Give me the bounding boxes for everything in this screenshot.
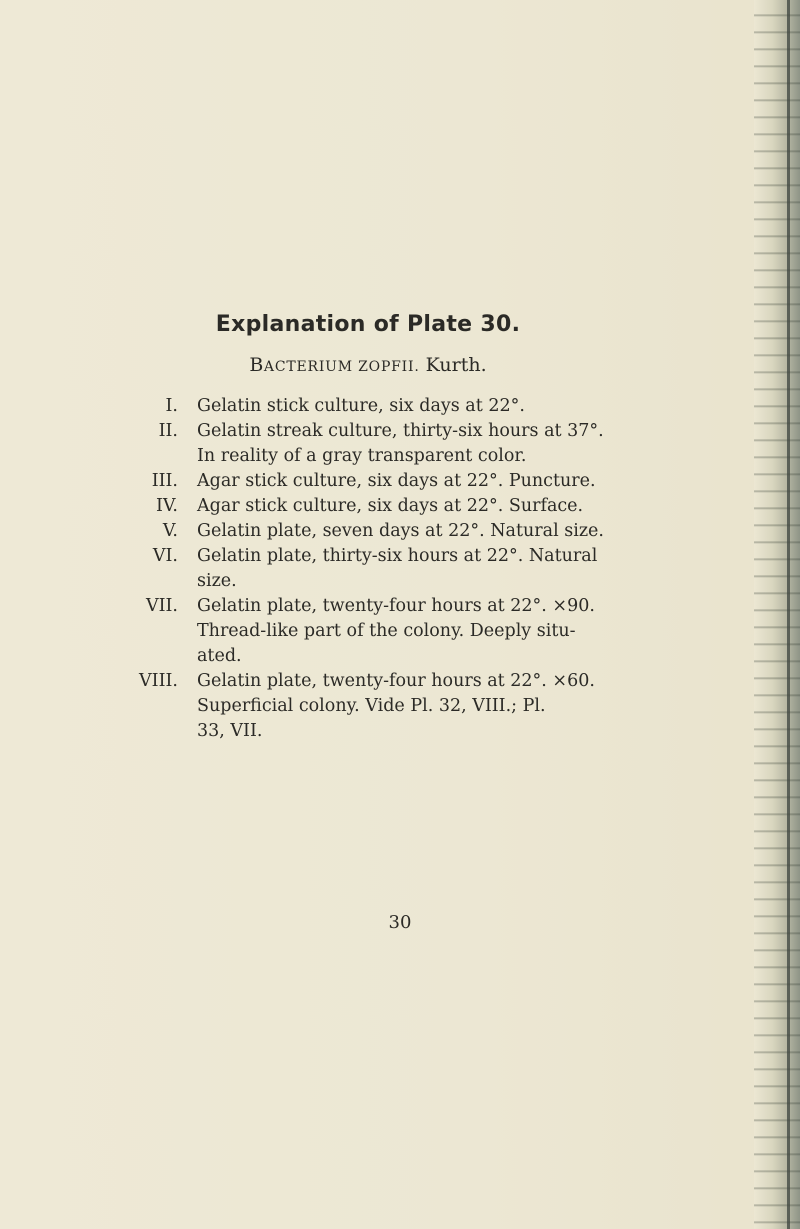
entry-numeral: V. — [162, 521, 178, 541]
entry-line: 33, VII. — [197, 721, 263, 741]
list-item — [0, 594, 760, 669]
list-item — [0, 469, 760, 494]
entry-line: Gelatin plate, seven days at 22°. Natural size. — [197, 521, 604, 541]
species-initial: B — [249, 354, 264, 376]
entry-text — [197, 419, 742, 469]
entry-line: Agar stick culture, six days at 22°. Surface. — [197, 496, 584, 516]
entry-text — [197, 394, 742, 419]
entry-text — [197, 519, 742, 544]
entry-line: Gelatin plate, twenty-four hours at 22°. ×60. — [197, 671, 595, 691]
list-item — [0, 419, 760, 469]
species-subtitle — [0, 354, 736, 376]
entries-list — [0, 394, 760, 744]
entry-line: size. — [197, 571, 237, 591]
page-number: 30 — [388, 912, 412, 933]
entry-text — [197, 494, 742, 519]
list-item — [0, 519, 760, 544]
entry-text — [197, 594, 742, 669]
entry-line: Gelatin streak culture, thirty-six hours at 37°. — [197, 421, 604, 441]
entry-line: Gelatin plate, thirty-six hours at 22°. Natural — [197, 546, 598, 566]
page-edge — [754, 0, 800, 1229]
page-edge-line — [787, 0, 790, 1229]
entry-numeral: IV. — [155, 496, 178, 516]
species-author: Kurth. — [425, 354, 487, 376]
plate-title: Explanation of Plate 30. — [215, 312, 521, 337]
list-item — [0, 544, 760, 594]
entry-numeral: VIII. — [139, 671, 178, 691]
entry-line: Gelatin plate, twenty-four hours at 22°. ×90. — [197, 596, 595, 616]
entry-line: ated. — [197, 646, 242, 666]
entry-text — [197, 544, 742, 594]
entry-numeral: VI. — [152, 546, 178, 566]
list-item — [0, 669, 760, 744]
list-item — [0, 394, 760, 419]
entry-line: Superficial colony. Vide Pl. 32, VIII.; Pl. — [197, 696, 546, 716]
entry-line: Gelatin stick culture, six days at 22°. — [197, 396, 525, 416]
entry-line: Thread-like part of the colony. Deeply situ- — [197, 621, 576, 641]
species-rest: ACTERIUM ZOPFII. — [263, 359, 420, 375]
entry-text — [197, 469, 742, 494]
entry-numeral: II. — [158, 421, 178, 441]
entry-line: In reality of a gray transparent color. — [197, 446, 527, 466]
species-name — [249, 354, 419, 376]
entry-line: Agar stick culture, six days at 22°. Puncture. — [197, 471, 596, 491]
list-item — [0, 494, 760, 519]
entry-numeral: VII. — [145, 596, 178, 616]
entry-text — [197, 669, 742, 744]
entry-numeral: I. — [165, 396, 178, 416]
entry-numeral: III. — [151, 471, 178, 491]
